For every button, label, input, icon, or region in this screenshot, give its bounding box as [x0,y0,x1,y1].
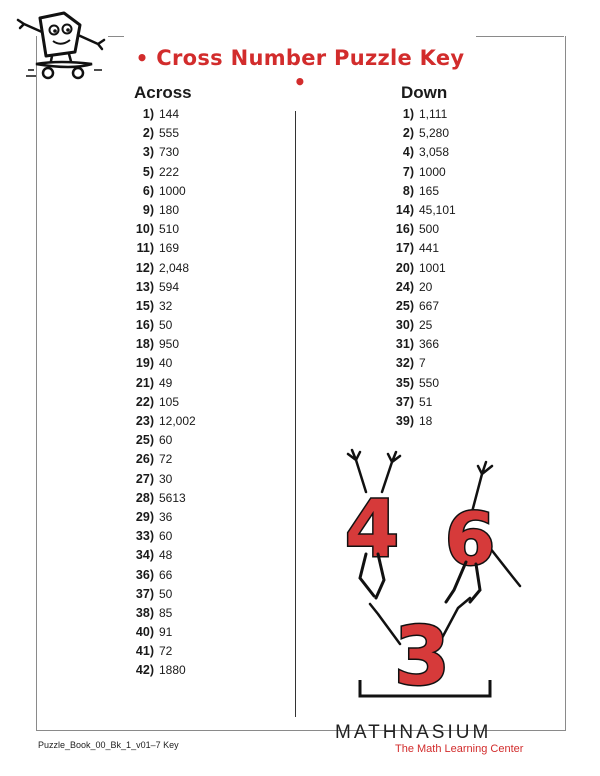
clue-number: 25) [395,298,414,313]
clue-number: 32) [395,356,414,371]
clue-answer: 60 [159,529,173,544]
clue-answer: 48 [159,548,173,563]
column-divider [295,111,296,717]
down-clue-row [380,374,456,393]
clue-answer: 144 [159,107,180,121]
across-clue-row [120,239,196,258]
clue-answer: 72 [159,452,173,467]
across-clue-row [120,201,196,220]
clue-number: 41) [135,644,154,659]
clue-number: 35) [395,375,414,390]
down-clue-row [380,239,456,258]
clue-answer: 5,280 [419,126,450,141]
clue-number: 2) [142,126,154,141]
digit-six: 6 [444,497,496,581]
clue-number: 13) [135,279,154,294]
logo-wordmark: MATHNASIUM [335,722,492,743]
down-clue-row [380,316,456,335]
across-clue-row [120,354,196,373]
clue-number: 4) [402,145,414,160]
clue-number: 11) [136,241,154,256]
clue-number: 5) [142,164,154,179]
down-clue-row [380,124,456,143]
clue-answer: 20 [419,279,433,294]
clue-number: 26) [135,452,154,467]
clue-answer: 550 [419,375,440,390]
down-clue-row [380,393,456,412]
across-clue-row [120,143,196,162]
clue-number: 31) [395,337,414,352]
clue-number: 39) [395,414,414,428]
clue-number: 6) [142,183,154,198]
across-clue-row [120,546,196,565]
down-clue-row [380,278,456,297]
clue-number: 18) [135,337,154,352]
across-clue-row [120,508,196,527]
across-clue-row [120,393,196,412]
clue-answer: 50 [159,586,173,601]
clue-answer: 1001 [419,260,446,275]
clue-answer: 165 [419,183,440,198]
down-clue-row [380,105,456,124]
down-heading: Down [401,83,448,102]
clue-number: 9) [142,202,154,217]
across-clue-row [120,124,196,143]
clue-number: 34) [135,548,154,563]
down-clue-row [380,143,456,162]
clue-answer: 30 [159,471,173,486]
across-clue-row [120,182,196,201]
across-clue-row [120,527,196,546]
clue-answer: 25 [419,318,433,333]
across-clue-row [120,163,196,182]
across-clue-row [120,489,196,508]
clue-answer: 1000 [159,183,186,198]
across-clue-row [120,585,196,604]
clue-number: 16) [395,222,414,237]
clue-answer: 730 [159,145,180,160]
bullet-icon: • [293,70,307,94]
clue-answer: 66 [159,567,173,582]
clue-number: 22) [135,394,154,409]
footer-file-label: Puzzle_Book_00_Bk_1_v01–7 Key [38,740,179,750]
across-clue-row [120,374,196,393]
across-clue-row [120,470,196,489]
clue-number: 37) [135,586,154,601]
digit-three-character [360,598,490,698]
clue-answer: 441 [419,241,440,256]
down-clue-row [380,259,456,278]
down-clue-row [380,412,456,431]
down-clue-row [380,182,456,201]
clue-answer: 594 [159,279,180,294]
clue-answer: 7 [419,356,426,371]
clue-number: 21) [135,375,154,390]
across-clue-row [120,604,196,623]
down-clue-row [380,297,456,316]
clue-number: 1) [142,107,154,121]
clue-answer: 72 [159,644,173,659]
clue-answer: 12,002 [159,414,196,428]
clue-answer: 51 [419,394,433,409]
clue-number: 10) [135,222,154,237]
mascot-illustration [12,10,112,82]
across-clue-row [120,220,196,239]
clue-number: 19) [135,356,154,371]
clue-answer: 222 [159,164,180,179]
clue-answer: 1000 [419,164,446,179]
clue-number: 16) [135,318,154,333]
clue-answer: 91 [159,625,173,640]
clue-number: 28) [135,490,154,505]
clue-answer: 32 [159,298,173,313]
clue-answer: 510 [159,222,180,237]
clue-answer: 1,111 [419,107,448,121]
clue-answer: 500 [419,222,440,237]
clue-number: 3) [142,145,154,160]
clue-number: 17) [395,241,414,256]
clue-number: 24) [395,279,414,294]
clue-number: 38) [135,605,154,620]
clue-number: 30) [395,318,414,333]
clue-answer: 667 [419,298,440,313]
clue-number: 37) [395,394,414,409]
clue-answer: 49 [159,375,173,390]
frame-top-edge-right [476,36,564,37]
across-clue-row [120,259,196,278]
clue-number: 7) [402,164,414,179]
digit-four-character [345,450,400,598]
clue-answer: 85 [159,605,173,620]
down-clue-row [380,220,456,239]
digit-six-character [445,462,520,602]
clue-answer: 36 [159,509,173,524]
across-clue-row [120,431,196,450]
bullet-icon: • [135,46,149,70]
clue-answer: 40 [159,356,173,371]
across-clue-list [120,105,196,681]
clue-answer: 105 [159,394,180,409]
across-clue-row [120,566,196,585]
down-clue-row [380,354,456,373]
mathnasium-logo [333,722,533,756]
clue-answer: 3,058 [419,145,450,160]
clue-number: 23) [135,414,154,428]
dancing-numbers-illustration [330,448,530,698]
clue-answer: 1880 [159,663,186,678]
down-clue-row [380,201,456,220]
clue-answer: 18 [419,414,433,428]
clue-number: 14) [395,202,414,217]
clue-number: 12) [135,260,154,275]
clue-answer: 50 [159,318,173,333]
clue-answer: 2,048 [159,260,190,275]
across-heading: Across [134,83,192,102]
across-clue-row [120,642,196,661]
clue-number: 25) [135,433,154,448]
clue-answer: 950 [159,337,180,352]
digit-three: 3 [394,610,450,698]
across-clue-row [120,278,196,297]
across-clue-row [120,661,196,680]
clue-number: 29) [135,509,154,524]
clue-number: 42) [135,663,154,678]
down-clue-row [380,335,456,354]
clue-number: 33) [135,529,154,544]
across-clue-row [120,335,196,354]
across-clue-row [120,316,196,335]
title-text: Cross Number Puzzle Key [156,46,465,70]
clue-number: 20) [395,260,414,275]
across-clue-row [120,105,196,124]
down-clue-row [380,163,456,182]
clue-answer: 45,101 [419,202,456,217]
clue-answer: 180 [159,202,180,217]
clue-number: 2) [402,126,414,141]
across-clue-row [120,450,196,469]
clue-answer: 366 [419,337,440,352]
clue-answer: 169 [159,241,180,256]
clue-answer: 60 [159,433,173,448]
clue-number: 36) [135,567,154,582]
clue-answer: 5613 [159,490,186,505]
clue-answer: 555 [159,126,180,141]
logo-tagline: The Math Learning Center [395,743,524,755]
across-clue-row [120,623,196,642]
clue-number: 40) [135,625,154,640]
clue-number: 8) [402,183,414,198]
clue-number: 1) [402,107,414,121]
clue-number: 15) [135,298,154,313]
across-clue-row [120,297,196,316]
down-clue-list [380,105,456,431]
across-clue-row [120,412,196,431]
clue-number: 27) [135,471,154,486]
digit-four: 4 [344,485,400,575]
